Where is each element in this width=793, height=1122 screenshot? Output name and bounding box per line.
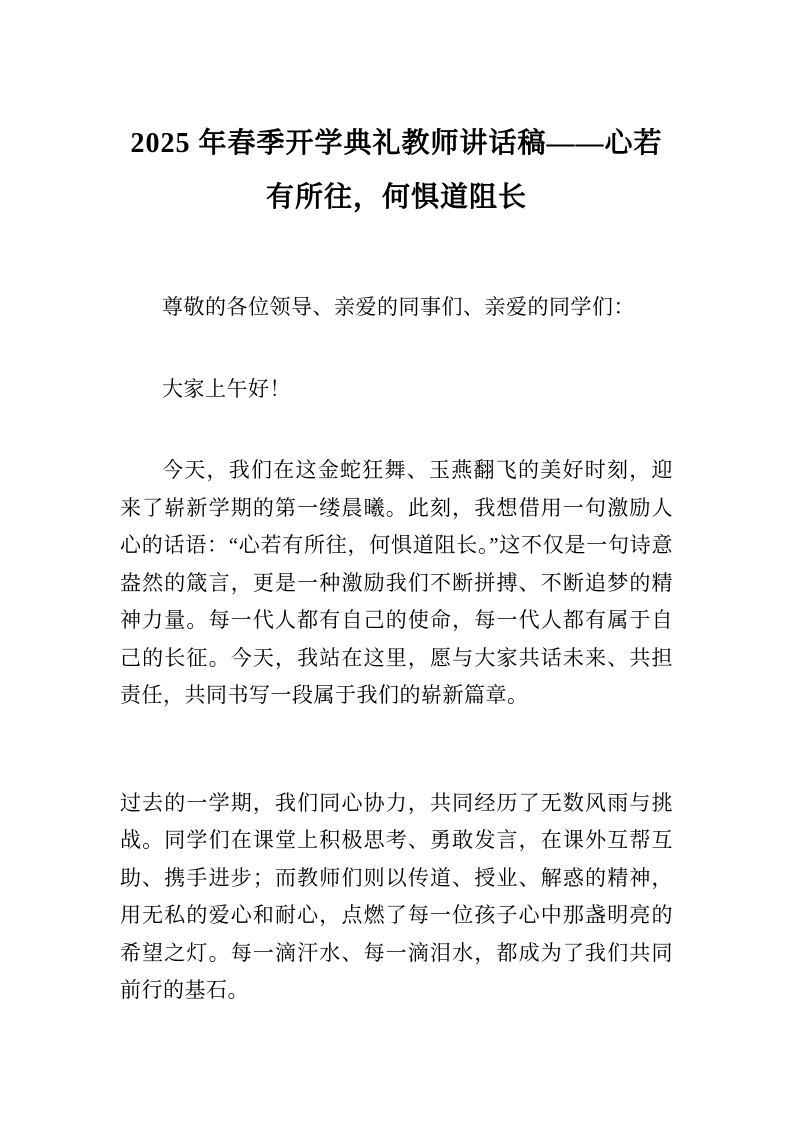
review-paragraph: 过去的一学期，我们同心协力，共同经历了无数风雨与挑战。同学们在课堂上积极思考、勇敢发言，在课外互帮互助、携手进步；而教师们则以传道、授业、解惑的精神，用无私的爱心和耐心，点燃了每一位孩子心中那盏明亮的希望之灯。每一滴汗水、每一滴泪水，都成为了我们共同前行的基石。: [120, 790, 673, 1002]
opening-paragraph: 今天，我们在这金蛇狂舞、玉燕翻飞的美好时刻，迎来了崭新学期的第一缕晨曦。此刻，我想借用一句激励人心的话语：“心若有所往，何惧道阻长。”这不仅是一句诗意盎然的箴言，更是一种激励我们不断拼搏、不断追梦的精神力量。每一代人都有自己的使命，每一代人都有属于自己的长征。今天，我站在这里，愿与大家共话未来、共担责任，共同书写一段属于我们的崭新篇章。: [120, 458, 673, 707]
salutation-paragraph: 尊敬的各位领导、亲爱的同事们、亲爱的同学们：: [162, 295, 635, 319]
document-title: [120, 117, 673, 225]
title-line-1: 2025 年春季开学典礼教师讲话稿——心若: [130, 128, 663, 159]
title-line-2: 有所往，何惧道阻长: [265, 182, 527, 213]
greeting-paragraph: 大家上午好！: [162, 376, 291, 401]
